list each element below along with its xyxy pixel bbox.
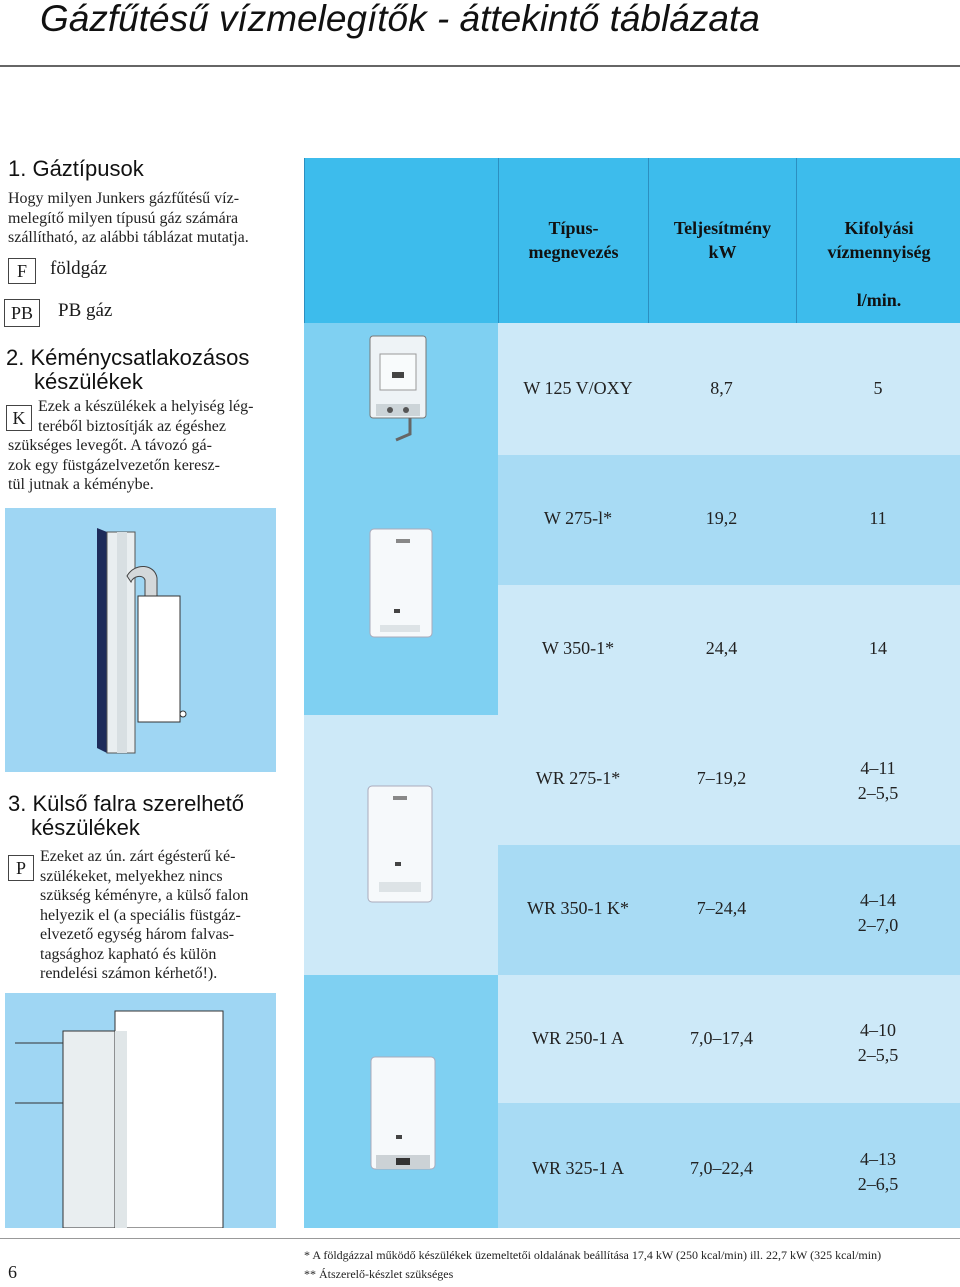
row-1-type: W 125 V/OXY xyxy=(523,378,633,398)
chimney-installation-illustration xyxy=(5,508,276,772)
table-header-image xyxy=(304,158,498,323)
row-7-flow: 4–13 2–6,5 xyxy=(857,1149,899,1194)
row-6-power: 7,0–17,4 xyxy=(690,1028,753,1048)
water-heater-image-w275 xyxy=(366,527,436,642)
row-7-power: 7,0–22,4 xyxy=(690,1158,753,1178)
row-1-flow: 5 xyxy=(873,378,883,398)
table-header-type: Típus- megnevezés xyxy=(498,158,648,323)
row-5-power: 7–24,4 xyxy=(696,898,747,918)
row-7-type: WR 325-1 A xyxy=(532,1158,624,1178)
external-wall-installation-illustration xyxy=(5,993,276,1228)
table-header-flow: Kifolyási vízmennyiség l/min. xyxy=(796,158,960,323)
page-number: 6 xyxy=(8,1262,17,1282)
row-3-power: 24,4 xyxy=(705,638,738,658)
water-heater-image-wr275 xyxy=(365,784,435,906)
section-gas-types-text: Hogy milyen Junkers gázfűtésű víz- melegítő milyen típusú gáz számára szállítható, az alábbi táblázat mutatja. xyxy=(8,190,249,246)
row-5-type: WR 350-1 K* xyxy=(527,898,629,918)
row-6-flow: 4–10 2–5,5 xyxy=(857,1020,899,1065)
row-4-flow: 4–11 2–5,5 xyxy=(857,758,899,803)
gas-code-badge-pb: PB xyxy=(4,299,40,327)
row-2-flow: 11 xyxy=(869,508,887,528)
section-chimney-text-cont: szükséges levegőt. A távozó gá- zok egy füstgázelvezetőn keresz- tül jutnak a kéménybe. xyxy=(8,437,220,493)
water-heater-image-w125 xyxy=(366,334,438,446)
row-2-type: W 275-l* xyxy=(543,508,613,528)
gas-label-pb: PB gáz xyxy=(58,300,113,321)
gas-code-badge-f: F xyxy=(8,258,36,284)
footer-rule xyxy=(0,1238,960,1239)
row-3-type: W 350-1* xyxy=(541,638,615,658)
section-external-text: Ezeket az ún. zárt égésterű ké- szülékeket, melyekhez nincs szükség kéményre, a külső falon helyezik el (a speciális füstgáz- elvezető egység három falvas- tagsághoz kapható és külön rendelési számon kérhető!). xyxy=(40,848,249,982)
row-4-power: 7–19,2 xyxy=(696,768,747,788)
gas-label-f: földgáz xyxy=(50,258,107,279)
row-5-flow: 4–14 2–7,0 xyxy=(857,890,899,935)
section-chimney-text: Ezek a készülékek a helyiség lég- teréből biztosítják az égéshez xyxy=(38,398,254,435)
page-title: Gázfűtésű vízmelegítők - áttekintő táblázata xyxy=(40,0,760,39)
row-3-flow: 14 xyxy=(869,638,887,658)
title-rule xyxy=(0,65,960,67)
footnote-1: * A földgázzal működő készülékek üzemeltetői oldalának beállítása 17,4 kW (250 kcal/min) ill. 22,7 kW (325 kcal/min) xyxy=(304,1248,882,1262)
external-code-badge: P xyxy=(8,855,34,881)
row-1-power: 8,7 xyxy=(710,378,733,398)
section-external-heading: 3. Külső falra szerelhető készülékek xyxy=(8,791,245,840)
water-heater-image-wr250a xyxy=(368,1055,438,1175)
footnote-2: ** Átszerelő-készlet szükséges xyxy=(304,1267,454,1281)
row-6-type: WR 250-1 A xyxy=(532,1028,624,1048)
row-4-type: WR 275-1* xyxy=(535,768,621,788)
section-gas-types-heading: 1. Gáztípusok xyxy=(8,156,144,181)
table-header-power: Teljesítmény kW xyxy=(648,158,796,323)
section-chimney-heading: 2. Kéménycsatlakozásos készülékek xyxy=(6,345,250,394)
chimney-code-badge: K xyxy=(6,405,32,431)
row-2-power: 19,2 xyxy=(705,508,738,528)
